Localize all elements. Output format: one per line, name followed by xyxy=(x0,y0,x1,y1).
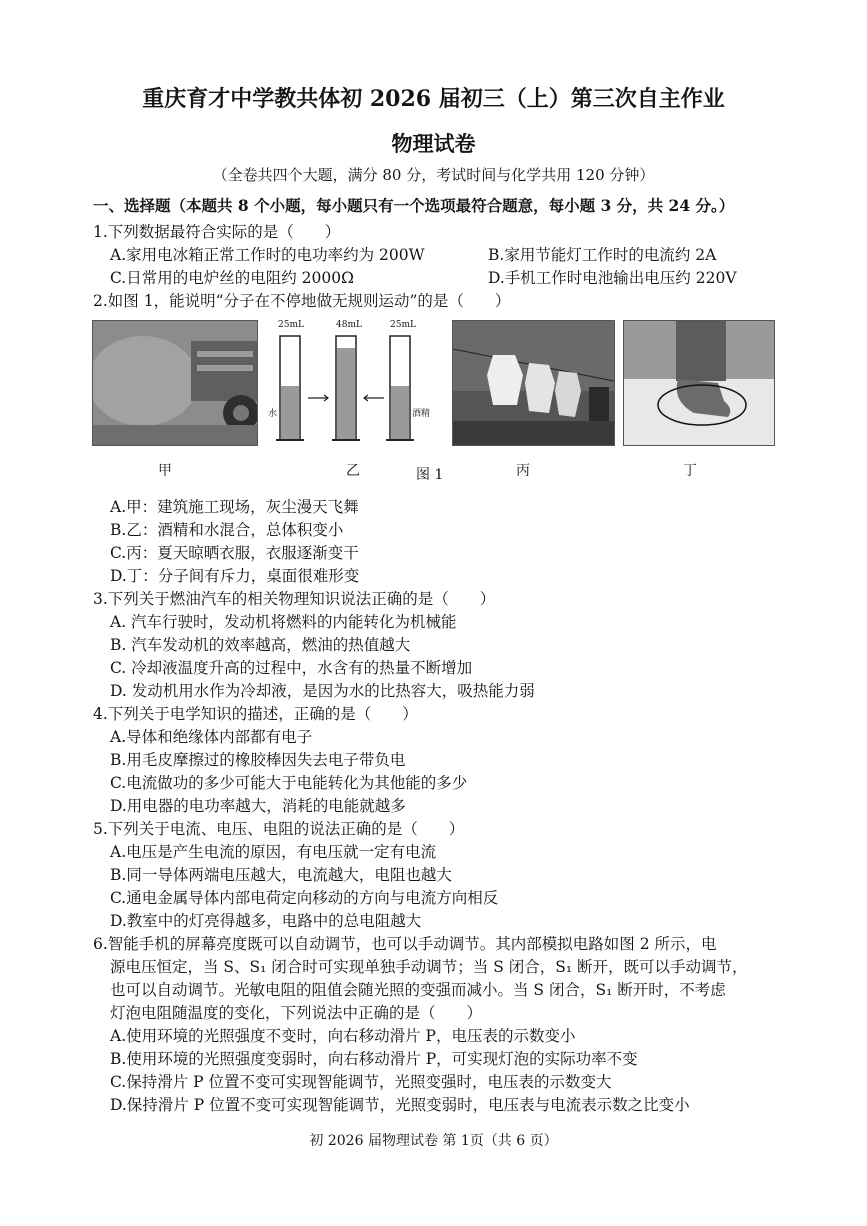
q4-option-a: A.导体和绝缘体内部都有电子 xyxy=(110,728,313,746)
figure-yi-cylinders xyxy=(262,318,442,448)
figure-title: 图 1 xyxy=(416,467,444,483)
q3-option-d: D. 发动机用水作为冷却液，是因为水的比热容大，吸热能力弱 xyxy=(110,682,535,700)
q2-option-d: D.丁：分子间有斥力，桌面很难形变 xyxy=(110,567,360,585)
q3-option-c: C. 冷却液温度升高的过程中，水含有的热量不断增加 xyxy=(110,659,473,677)
q6-stem-line4: 灯泡电阻随温度的变化，下列说法中正确的是（ ） xyxy=(110,1004,483,1022)
q5-option-a: A.电压是产生电流的原因，有电压就一定有电流 xyxy=(110,843,437,861)
q6-stem-line2: 源电压恒定，当 S、S₁ 闭合时可实现单独手动调节；当 S 闭合，S₁ 断开，既可以手动调节， xyxy=(110,958,748,976)
section-heading: 一、选择题（本题共 8 个小题，每小题只有一个选项最符合题意，每小题 3 分，共 24 分。） xyxy=(93,196,735,215)
q4-stem: 4.下列关于电学知识的描述，正确的是（ ） xyxy=(93,705,418,723)
q5-stem: 5.下列关于电流、电压、电阻的说法正确的是（ ） xyxy=(93,820,465,838)
figure-label-jia: 甲 xyxy=(158,463,172,479)
q4-option-c: C.电流做功的多少可能大于电能转化为其他能的多少 xyxy=(110,774,468,792)
figure-label-bing: 丙 xyxy=(516,463,530,479)
cylinder-right-volume: 25mL xyxy=(390,320,416,330)
q6-stem-line3: 也可以自动调节。光敏电阻的阻值会随光照的变强而减小。当 S 闭合，S₁ 断开时，不考虑 xyxy=(110,981,726,999)
figure-bing-photo xyxy=(452,320,615,446)
cylinder-left-volume: 25mL xyxy=(278,320,304,330)
q2-stem: 2.如图 1，能说明“分子在不停地做无规则运动”的是（ ） xyxy=(93,292,511,310)
q1-option-d: D.手机工作时电池输出电压约 220V xyxy=(488,269,737,287)
q2-option-c: C.丙：夏天晾晒衣服，衣服逐渐变干 xyxy=(110,544,359,562)
page-footer: 初 2026 届物理试卷 第 1页（共 6 页） xyxy=(309,1133,558,1149)
q1-stem: 1.下列数据最符合实际的是（ ） xyxy=(93,223,341,241)
q6-option-a: A.使用环境的光照强度不变时，向右移动滑片 P，电压表的示数变小 xyxy=(110,1027,576,1045)
q5-option-d: D.教室中的灯亮得越多，电路中的总电阻越大 xyxy=(110,912,422,930)
figure-label-yi: 乙 xyxy=(346,463,360,479)
cylinder-left-liquid: 水 xyxy=(268,409,278,419)
q1-option-a: A.家用电冰箱正常工作时的电功率约为 200W xyxy=(110,246,425,264)
figure-ding-photo xyxy=(623,320,775,446)
q2-option-a: A.甲：建筑施工现场，灰尘漫天飞舞 xyxy=(110,498,359,516)
q5-option-b: B.同一导体两端电压越大，电流越大，电阻也越大 xyxy=(110,866,452,884)
q6-option-c: C.保持滑片 P 位置不变可实现智能调节，光照变强时，电压表的示数变大 xyxy=(110,1073,612,1091)
exam-title: 重庆育才中学教共体初 2026 届初三（上）第三次自主作业 xyxy=(142,86,725,112)
q4-option-d: D.用电器的电功率越大，消耗的电能就越多 xyxy=(110,797,406,815)
q6-option-b: B.使用环境的光照强度变弱时，向右移动滑片 P，可实现灯泡的实际功率不变 xyxy=(110,1050,638,1068)
q3-option-a: A. 汽车行驶时，发动机将燃料的内能转化为机械能 xyxy=(110,613,457,631)
q4-option-b: B.用毛皮摩擦过的橡胶棒因失去电子带负电 xyxy=(110,751,406,769)
q1-option-c: C.日常用的电炉丝的电阻约 2000Ω xyxy=(110,269,354,287)
q5-option-c: C.通电金属导体内部电荷定向移动的方向与电流方向相反 xyxy=(110,889,499,907)
q6-stem-line1: 6.智能手机的屏幕亮度既可以自动调节，也可以手动调节。其内部模拟电路如图 2 所示，电 xyxy=(93,935,717,953)
q6-option-d: D.保持滑片 P 位置不变可实现智能调节，光照变弱时，电压表与电流表示数之比变小 xyxy=(110,1096,690,1114)
cylinder-middle-volume: 48mL xyxy=(336,320,362,330)
q3-option-b: B. 汽车发动机的效率越高，燃油的热值越大 xyxy=(110,636,411,654)
figure-label-ding: 丁 xyxy=(683,463,697,479)
q1-option-b: B.家用节能灯工作时的电流约 2A xyxy=(488,246,717,264)
figure-jia-photo xyxy=(92,320,258,446)
exam-note: （全卷共四个大题，满分 80 分，考试时间与化学共用 120 分钟） xyxy=(212,166,655,184)
q2-option-b: B.乙：酒精和水混合，总体积变小 xyxy=(110,521,344,539)
cylinder-right-liquid: 酒精 xyxy=(412,409,431,419)
q3-stem: 3.下列关于燃油汽车的相关物理知识说法正确的是（ ） xyxy=(93,590,496,608)
exam-subtitle: 物理试卷 xyxy=(391,131,476,156)
